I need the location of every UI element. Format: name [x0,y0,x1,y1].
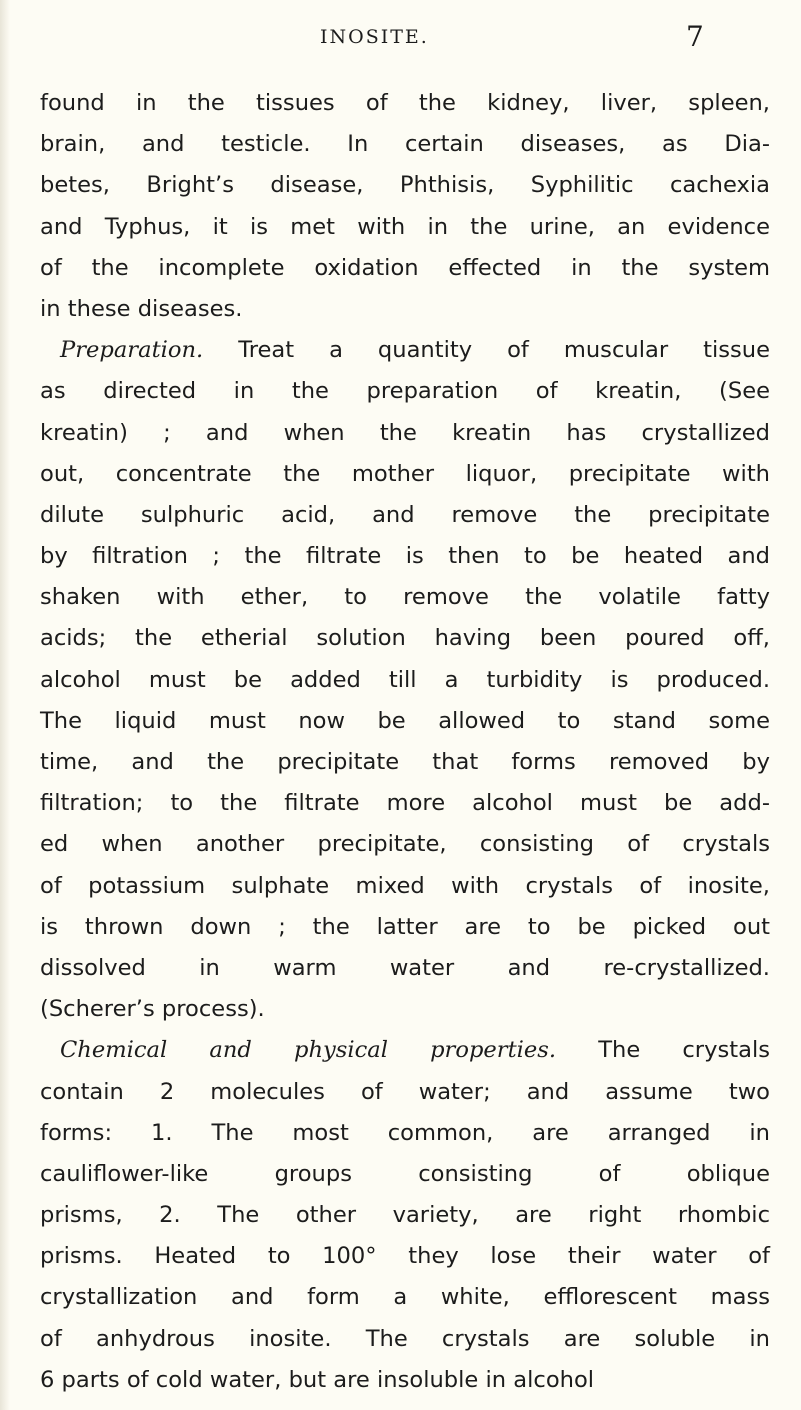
text-line: prisms, 2. The other variety, are right rhombic [40,1202,770,1229]
section-heading: Preparation. [60,337,204,364]
text-line: alcohol must be added till a turbidity is produced. [40,666,770,693]
page-header [0,20,801,60]
running-head: INOSITE. [320,26,429,48]
text-line: contain 2 molecules of water; and assume two [40,1078,770,1105]
text-line: shaken with ether, to remove the volatile fatty [40,584,770,611]
text-line: acids; the etherial solution having been poured off, [40,625,770,652]
text-line: prisms. Heated to 100° they lose their water of [40,1243,770,1270]
page-gutter-shadow [0,0,10,1410]
text-line: and Typhus, it is met with in the urine, an evidence [40,213,770,240]
text-line: time, and the precipitate that forms removed by [40,749,770,775]
text-line [40,1030,770,1071]
text-line: filtration; to the filtrate more alcohol must be add- [40,790,770,817]
text-line: as directed in the preparation of kreatin, (See [40,378,770,405]
text-line: brain, and testicle. In certain diseases, as Dia- [40,131,770,158]
text-line: out, concentrate the mother liquor, precipitate with [40,460,770,487]
line-text: Treat a quantity of muscular tissue [203,337,770,364]
text-line: ed when another precipitate, consisting of crystals [40,831,770,858]
text-line: of the incomplete oxidation effected in the system [40,254,770,281]
text-line: found in the tissues of the kidney, liver, spleen, [40,90,770,116]
text-line: The liquid must now be allowed to stand some [40,707,770,734]
text-line: 6 parts of cold water, but are insoluble in alcohol [40,1366,595,1393]
text-line: is thrown down ; the latter are to be picked out [40,913,770,940]
text-line: of anhydrous inosite. The crystals are soluble in [40,1325,770,1352]
text-line: in these diseases. [40,295,243,322]
text-line [40,330,770,371]
text-line: forms: 1. The most common, are arranged in [40,1119,770,1146]
body-text [40,83,770,1401]
text-line: dilute sulphuric acid, and remove the precipitate [40,501,770,528]
section-heading: Chemical and physical properties. [60,1037,557,1064]
text-line: by filtration ; the filtrate is then to be heated and [40,543,770,570]
text-line: of potassium sulphate mixed with crystals of inosite, [40,872,770,899]
text-line: dissolved in warm water and re-crystallized. [40,954,770,981]
line-text: The crystals [556,1037,770,1064]
text-line: kreatin) ; and when the kreatin has crystallized [40,419,770,446]
text-line: (Scherer’s process). [40,996,265,1023]
text-line: cauliflower-like groups consisting of oblique [40,1160,770,1187]
page-number: 7 [686,20,704,53]
text-line: betes, Bright’s disease, Phthisis, Syphilitic cachexia [40,172,770,199]
text-line: crystallization and form a white, efflorescent mass [40,1284,770,1311]
